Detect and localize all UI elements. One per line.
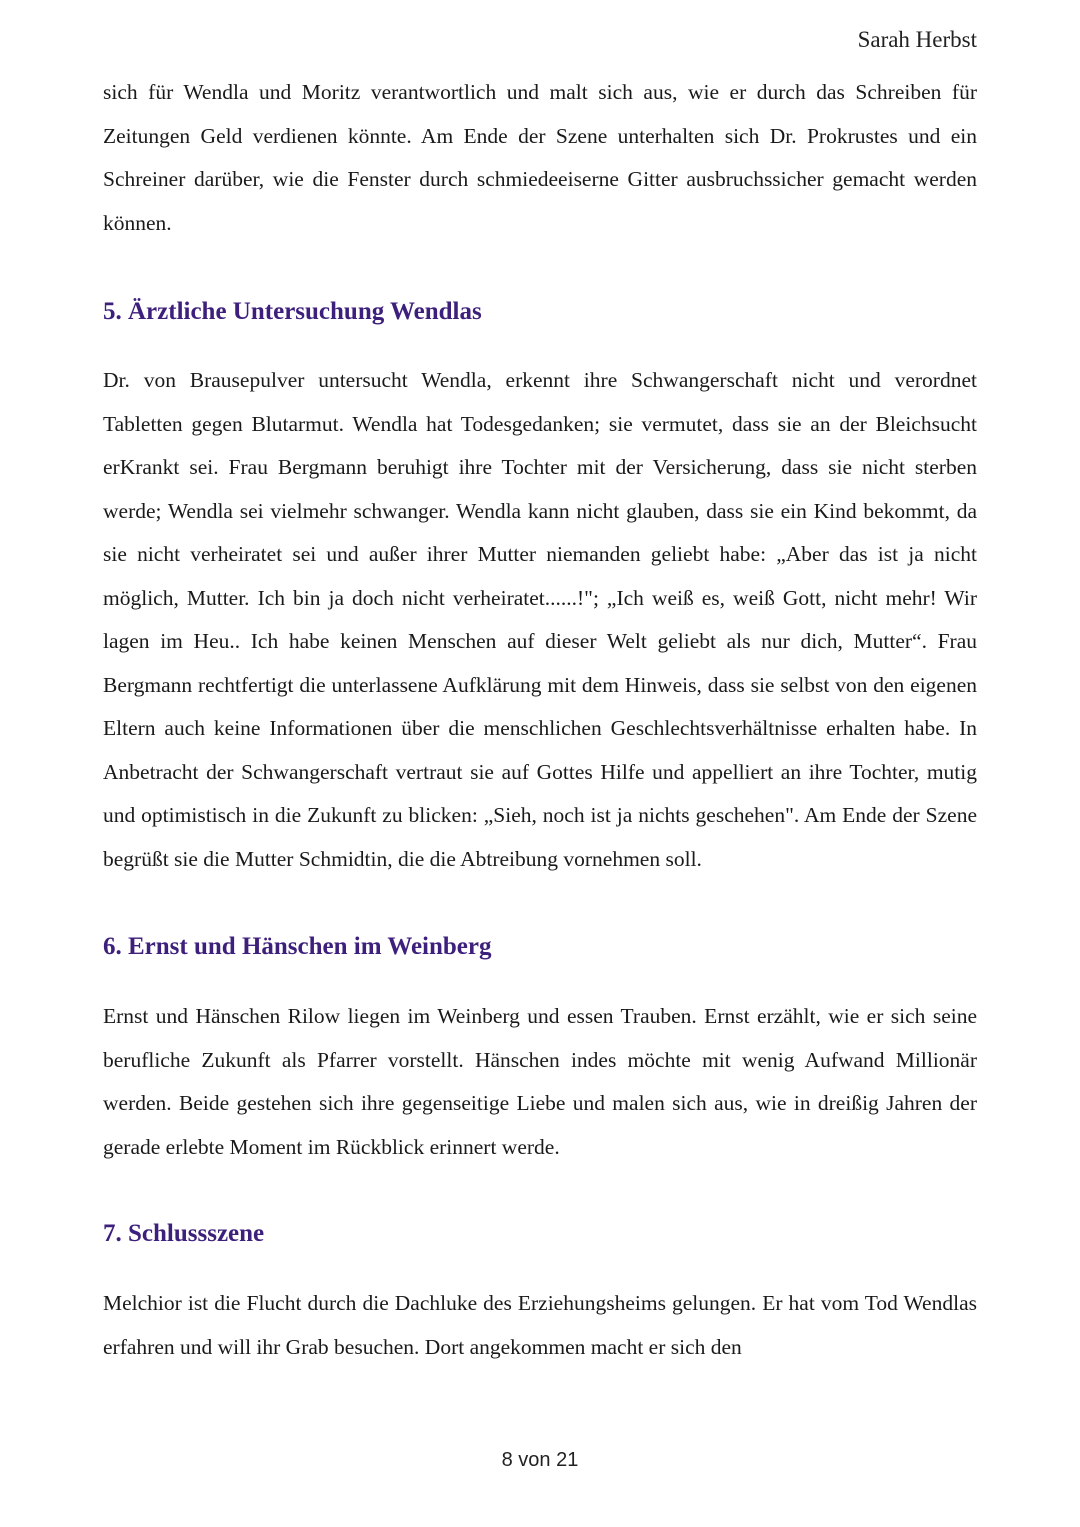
author-name: Sarah Herbst xyxy=(857,27,977,52)
section-5-title: 5. Ärztliche Untersuchung Wendlas xyxy=(103,298,482,325)
section-5-paragraph: Dr. von Brausepulver untersucht Wendla, erkennt ihre Schwangerschaft nicht und verordnet Tabletten gegen Blutarmut. Wendla hat Todesgedanken; sie vermutet, dass sie an der Bleichsucht erKrankt sei. Frau Bergmann beruhigt ihre Tochter mit der Versicherung, dass sie nicht sterben werde; Wendla sei vielmehr schwanger. Wendla kann nicht glauben, dass sie ein Kind bekommt, da sie nicht verheiratet sei und außer ihrer Mutter niemanden geliebt habe: „Aber das ist ja nicht möglich, Mutter. Ich bin ja doch nicht verheiratet......!"; „Ich weiß es, weiß Gott, nicht mehr! Wir lagen im Heu.. Ich habe keinen Menschen auf dieser Welt geliebt als nur dich, Mutter“. Frau Bergmann rechtfertigt die unterlassene Aufklärung mit dem Hinweis, dass sie selbst von den eigenen Eltern auch keine Informationen über die menschlichen Geschlechtsverhältnisse erhalten habe. In Anbetracht der Schwangerschaft vertraut sie auf Gottes Hilfe und appelliert an ihre Tochter, mutig und optimistisch in die Zukunft zu blicken: „Sieh, noch ist ja nichts geschehen". Am Ende der Szene begrüßt sie die Mutter Schmidtin, die die Abtreibung vornehmen soll. xyxy=(103,368,977,871)
section-7-title: 7. Schlussszene xyxy=(103,1220,265,1247)
page-content xyxy=(103,71,977,1369)
section-6-paragraph: Ernst und Hänschen Rilow liegen im Weinberg und essen Trauben. Ernst erzählt, wie er sich seine berufliche Zukunft als Pfarrer vorstellt. Hänschen indes möchte mit wenig Aufwand Millionär werden. Beide gestehen sich ihre gegenseitige Liebe und malen sich aus, wie in dreißig Jahren der gerade erlebte Moment im Rückblick erinnert werde. xyxy=(103,1004,977,1159)
section-6-title: 6. Ernst und Hänschen im Weinberg xyxy=(103,933,492,960)
section-7-paragraph: Melchior ist die Flucht durch die Dachluke des Erziehungsheims gelungen. Er hat vom Tod Wendlas erfahren und will ihr Grab besuchen. Dort angekommen macht er sich den xyxy=(103,1291,977,1359)
intro-paragraph: sich für Wendla und Moritz verantwortlich und malt sich aus, wie er durch das Schreiben für Zeitungen Geld verdienen könnte. Am Ende der Szene unterhalten sich Dr. Prokrustes und ein Schreiner darüber, wie die Fenster durch schmiedeeiserne Gitter ausbruchssicher gemacht werden können. xyxy=(103,80,977,235)
page-number: 8 von 21 xyxy=(501,1449,579,1471)
